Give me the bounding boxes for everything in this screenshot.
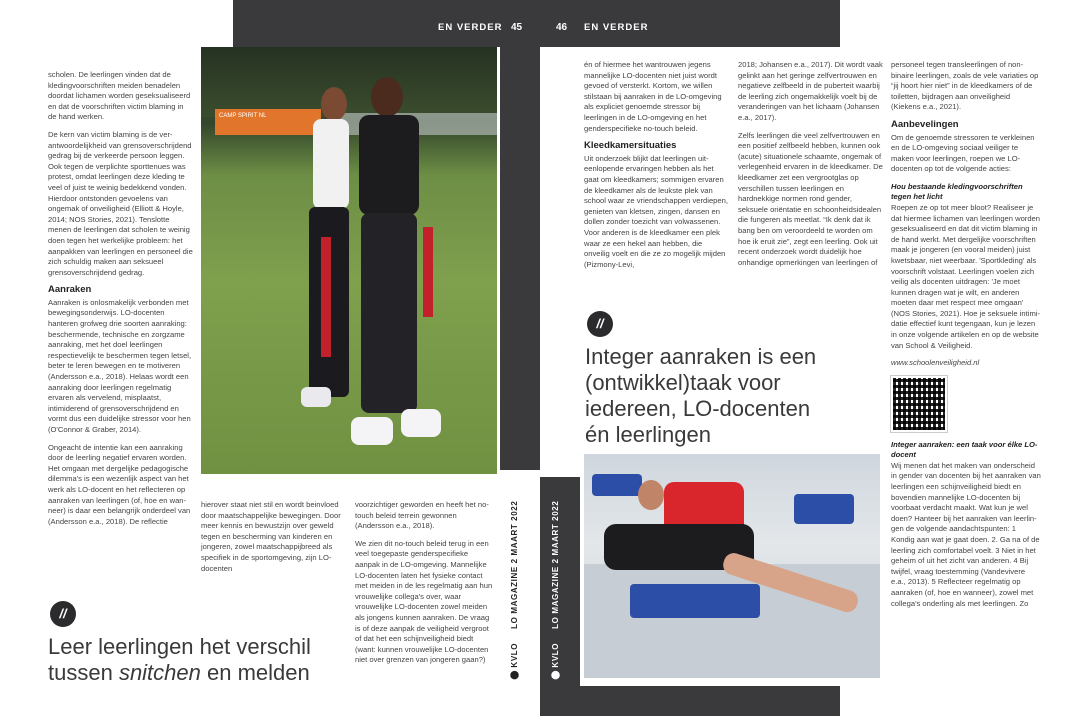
photo-two-students — [201, 47, 497, 474]
right-section-label: EN VERDER — [584, 22, 649, 33]
left-page-number: 45 — [511, 22, 523, 33]
left-column-1 — [48, 70, 193, 534]
paragraph: We zien dit no-touch beleid terug in een veel toegepaste genderspecifieke aanpak in de LO-omgeving. Mannelijke LO-docenten laten het fysieke contact met meiden in de les regelmatig aan hun vrouwelijke collega's over, waar vrouwelijke LO-docenten zowel meiden als jongens kunnen aanraken. De vraag is of deze aanpak de veiligheid vergroot of dat het een schijnveiligheid biedt (want: kunnen vrouwelijke LO-docenten niet over grenzen van jongeren gaan?) — [355, 538, 493, 665]
instructor-head — [638, 480, 664, 510]
qr-code-icon — [891, 376, 947, 432]
paragraph: 2018; Johansen e.a., 2017). Dit wordt vaak gelinkt aan het geringe zelfvertrouwen en negatieve zelfbeeld in de puberteit waarbij de leerling zich ongemakkelijk voelt bij de veranderingen van het lichaam (Johansen e.a., 2017). — [738, 60, 883, 122]
pull-quote-line: én leerlingen — [585, 422, 711, 447]
right-column-2 — [738, 60, 883, 275]
left-column-2 — [201, 500, 346, 581]
paragraph: Zelfs leerlingen die veel zelfvertrouwen en een positief zelfbeeld hebben, kunnen ook (acute) situationele schaamte, ongemak of verlegenheid ervaren in de kleedkamer. De kleedkamer zet een vergrootglas op verschillen tussen leerlingen en hardnekkige normen rond gender, seksuele oriëntatie en schoonheidsidealen die fungeren als meetlat. “Ik denk dat ik bang ben om veroordeeld te worden om hoe ik eruit zie”, zegt een leerling. Ook uit recent onderzoek wordt duidelijk hoe onhandige opmerkingen van leerlingen of — [738, 130, 883, 267]
right-spine-white — [540, 47, 580, 477]
right-spine-text: ⬤ KVLO LO MAGAZINE 2 MAART 2022 — [551, 500, 560, 680]
photo-instructor-student — [584, 454, 880, 678]
paragraph: scholen. De leerlingen vinden dat de kledingvoorschriften meiden benadelen doordat lichamen worden geseksualiseerd en dat de voorschriften victim blaming in de hand werken. — [48, 70, 191, 122]
paragraph: personeel tegen transleerlingen of non-binaire leerlingen, zoals de vele variaties op “jij hoort hier niet” in de kleedkamers of de toiletten, bijdragen aan onveiligheid (Kiekens e.a., 2021). — [891, 60, 1039, 112]
section-heading-aanbevelingen: Aanbevelingen — [891, 118, 959, 130]
kvlo-logo-icon: ⬤ — [510, 670, 519, 680]
left-section-label: EN VERDER — [438, 22, 503, 33]
paragraph: én of hiermee het wantrouwen jegens mannelijke LO-docenten niet juist wordt gevoed of versterkt. Kortom, we willen stilstaan bij aanraken in de LO-omgeving als expliciet genoemde stressor bij leerlingen in de LO-omgeving en het genderspecifieke no-touch beleid. — [584, 60, 722, 133]
quote-badge-icon: // — [587, 311, 613, 337]
quote-badge-icon: // — [50, 601, 76, 627]
pull-quote-right — [585, 344, 875, 448]
right-page-number: 46 — [556, 22, 568, 33]
red-belt-strap — [321, 237, 331, 357]
right-column-3 — [891, 60, 1041, 616]
left-column-3 — [355, 500, 495, 673]
left-spine-white — [500, 470, 540, 716]
pull-quote-line: tussen snitchen en melden — [48, 660, 310, 685]
paragraph: Aanraken is onlosmakelijk verbonden met bewegingsonderwijs. LO-docenten hanteren grofweg drie soorten aanraking: beschermende, technische en zorgzame aanraking, met het doel leerlingen respectievelijk te beschermen tegen letsel, beter te leren bewegen en te motiveren (Andersson e.a., 2018). Helaas wordt een aanraking door leerlingen regelmatig ervaren als vervelend, misplaatst, intimiderend of grensoverschrijdend en vormt dus een duidelijke stressor voor hen (O'Connor & Graber, 2014). — [48, 297, 192, 434]
pull-quote-line: Integer aanraken is een — [585, 344, 817, 369]
pull-quote-line: Leer leerlingen het verschil — [48, 634, 311, 659]
section-heading-kleedkamer: Kleedkamersituaties — [584, 140, 677, 152]
photo-banner: CAMP SPIRIT NL — [215, 109, 321, 135]
paragraph: voorzichtiger geworden en heeft het no-touch beleid terrein gewonnen (Andersson e.a., 2018). — [355, 500, 489, 531]
photo-floor — [584, 564, 880, 678]
paragraph: Wij menen dat het maken van onderscheid in gender van docenten bij het aanraken van leerlingen een schijnveiligheid biedt en bovendien mannelijke LO-docenten bij voorbaat verdacht maakt. Wat kun je wel doen? Hanteer bij het aanraken van leerlingen de volgende aandachtspunten: 1 Kondig aan wat je gaat doen. 2. Ga na of de leerling zich comfortabel voelt. 3 Niet in het geheim of uit het zicht van anderen. 4 Bij twijfel, vraag toestemming (Vandevivere e.a., 2013). 5 Reflecteer regelmatig op aanraken (of, hoe en wanneer), zowel met collega's onderling als met leerlingen. Zo — [891, 460, 1041, 608]
subheading-integer: Integer aanraken: een taak voor élke LO-docent — [891, 439, 1038, 459]
paragraph: De kern van victim blaming is de verantwoordelijkheid van grensoverschrijdend gedrag bij de verkeerde persoon leggen. Ook tegen de verplichte sporttenues was protest, omdat leerlingen deze kleding te veel of juist te weinig bedekkend vonden. Hierdoor ontstonden gevoelens van ongemak of onveiligheid (Elliott & Hoyle, 2014; NOS Stories, 2021). Tenslotte menen de leerlingen dat scholen te weinig doen tegen het werkelijke probleem: het aanpakken van leerlingen en personeel die zich schuldig maken aan seksueel grensoverschrijdend gedrag. — [48, 129, 193, 277]
pull-quote-left — [48, 634, 348, 686]
blue-mat-2 — [794, 494, 854, 524]
red-belt-strap-2 — [423, 227, 433, 317]
right-page-bottom-bar — [540, 686, 840, 716]
blue-mat-3 — [592, 474, 642, 496]
paragraph: Uit onderzoek blijkt dat leerlingen uiteenlopende ervaringen hebben als het gaat om kleedkamers; sommigen ervaren de kleedkamer als de leukste plek van school waar ze vriendschappen verdiepen, genieten van kletsen, zingen, dansen en dollen zonder toezicht van volwassenen. Voor anderen is de kleedkamer een plek waar ze een hekel aan hebben, die onveilig voelt en die ze zo mogelijk mijden (Pizmony-Levi, — [584, 153, 728, 269]
paragraph: Roepen ze op tot meer bloot? Realiseer je dat hiermee lichamen van leerlingen worden geseksualiseerd en dat dit victim blaming in de hand werkt. Met dergelijke voorschriften maak je jongeren (en vooral meiden) juist kwetsbaar, niet weerbaar. 'Sportkleding' als voorschrift volstaat. Leerlingen voelen zich veilig als docenten uitdragen: 'Je moet kunnen dragen wat je wilt, en anderen moeten daar met respect mee omgaan' (NOS Stories, 2021). Hoe je seksuele intimidatie effectief kunt tegengaan, kun je lezen in onze volgende artikelen en op de website van School & Veiligheid. — [891, 202, 1041, 350]
paragraph: hierover staat niet stil en wordt beinvloed door maatschappelijke bewegingen. Door meer kennis en bewustzijn over geweld tegen en bescherming van kinderen en jongeren, zowel maatschappijbreed als specifiek in de sportomgeving, zijn LO-docenten — [201, 500, 341, 573]
section-heading-aanraken: Aanraken — [48, 284, 92, 296]
paragraph: Om de genoemde stressoren te verkleinen en de LO-omgeving sociaal veiliger te maken voor leerlingen, roepen we LO-docenten op tot de volgende acties: — [891, 132, 1035, 174]
paragraph: Ongeacht de intentie kan een aanraking door de leerling negatief ervaren worden. Het omgaan met dergelijke pedagogische dilemma's is een wezenlijk aspect van het werk als LO-docent en het reflecteren op aanraken van leerlingen (of, hoe en wanneer) is daar een belangrijk onderdeel van (Andersson e.a., 2018). De reflectie — [48, 442, 191, 526]
website-link[interactable]: www.schoolenveiligheid.nl — [891, 358, 980, 368]
right-column-1 — [584, 60, 729, 277]
blue-mat — [630, 584, 760, 618]
pull-quote-line: (ontwikkel)taak voor — [585, 370, 781, 395]
kvlo-logo-icon: ⬤ — [551, 670, 560, 680]
left-spine-text: ⬤ KVLO LO MAGAZINE 2 MAART 2022 — [510, 500, 519, 680]
pull-quote-line: iedereen, LO-docenten — [585, 396, 811, 421]
subheading-kleding: Hou bestaande kledingvoorschriften tegen het licht — [891, 181, 1023, 201]
